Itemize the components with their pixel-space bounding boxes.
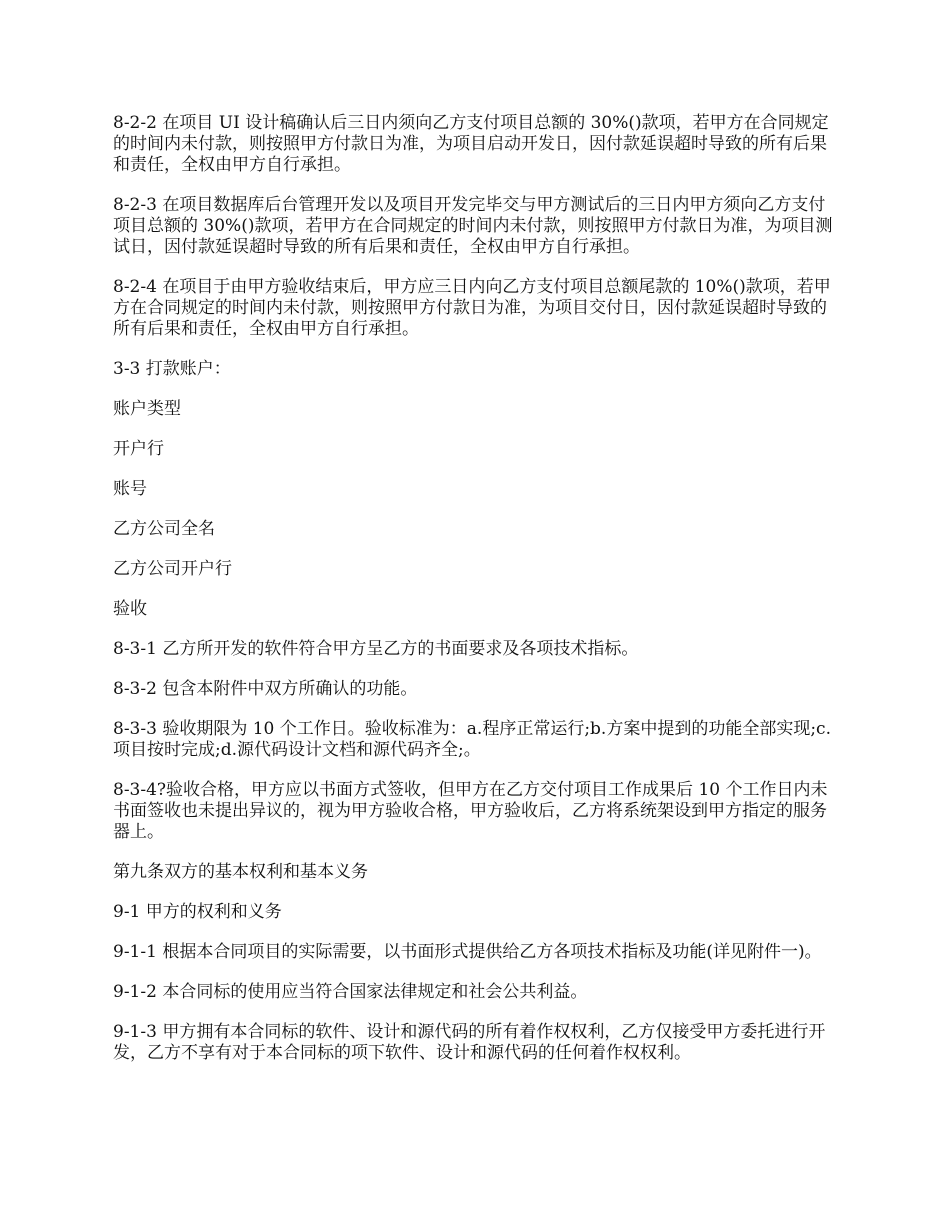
clause-9-1-1: 9-1-1 根据本合同项目的实际需要，以书面形式提供给乙方各项技术指标及功能(详见附件一)。 (113, 942, 822, 962)
bank-label: 开户行 (113, 439, 164, 459)
account-number-label: 账号 (113, 479, 147, 499)
clause-8-3-3: 8-3-3 验收期限为 10 个工作日。验收标准为：a.程序正常运行;b.方案中提到的功能全部实现;c.项目按时完成;d.源代码设计文档和源代码齐全;。 (113, 719, 831, 760)
account-type-label: 账户类型 (113, 399, 181, 419)
clause-8-3-1: 8-3-1 乙方所开发的软件符合甲方呈乙方的书面要求及各项技术指标。 (113, 639, 639, 659)
document-body (113, 113, 839, 1083)
article-9-heading: 第九条双方的基本权利和基本义务 (113, 862, 368, 882)
clause-8-2-4: 8-2-4 在项目于由甲方验收结束后，甲方应三日内向乙方支付项目总额尾款的 10%()款项，若甲方在合同规定的时间内未付款，则按照甲方付款日为准，为项目交付日，因付款延误超时导致的所有后果和责任，全权由甲方自行承担。 (113, 277, 831, 339)
payment-account-heading: 3-3 打款账户： (113, 359, 231, 379)
clause-9-1-3: 9-1-3 甲方拥有本合同标的软件、设计和源代码的所有着作权权利，乙方仅接受甲方委托进行开发，乙方不享有对于本合同标的项下软件、设计和源代码的任何着作权权利。 (113, 1022, 826, 1063)
section-9-1-heading: 9-1 甲方的权利和义务 (113, 902, 282, 922)
clause-8-3-2: 8-3-2 包含本附件中双方所确认的功能。 (113, 679, 418, 699)
company-bank-label: 乙方公司开户行 (113, 559, 232, 579)
clause-8-3-4: 8-3-4?验收合格，甲方应以书面方式签收，但甲方在乙方交付项目工作成果后 10 个工作日内未书面签收也未提出异议的，视为甲方验收合格，甲方验收后，乙方将系统架设到甲方指定的服务器上。 (113, 780, 828, 842)
clause-8-2-2: 8-2-2 在项目 UI 设计稿确认后三日内须向乙方支付项目总额的 30%()款项，若甲方在合同规定的时间内未付款，则按照甲方付款日为准，为项目启动开发日，因付款延误超时导致的所有后果和责任，全权由甲方自行承担。 (113, 113, 829, 175)
acceptance-heading: 验收 (113, 599, 147, 619)
company-name-label: 乙方公司全名 (113, 519, 215, 539)
clause-8-2-3: 8-2-3 在项目数据库后台管理开发以及项目开发完毕交与甲方测试后的三日内甲方须向乙方支付项目总额的 30%()款项，若甲方在合同规定的时间内未付款，则按照甲方付款日为准，为项目测试日，因付款延误超时导致的所有后果和责任，全权由甲方自行承担。 (113, 195, 833, 257)
clause-9-1-2: 9-1-2 本合同标的使用应当符合国家法律规定和社会公共利益。 (113, 982, 588, 1002)
